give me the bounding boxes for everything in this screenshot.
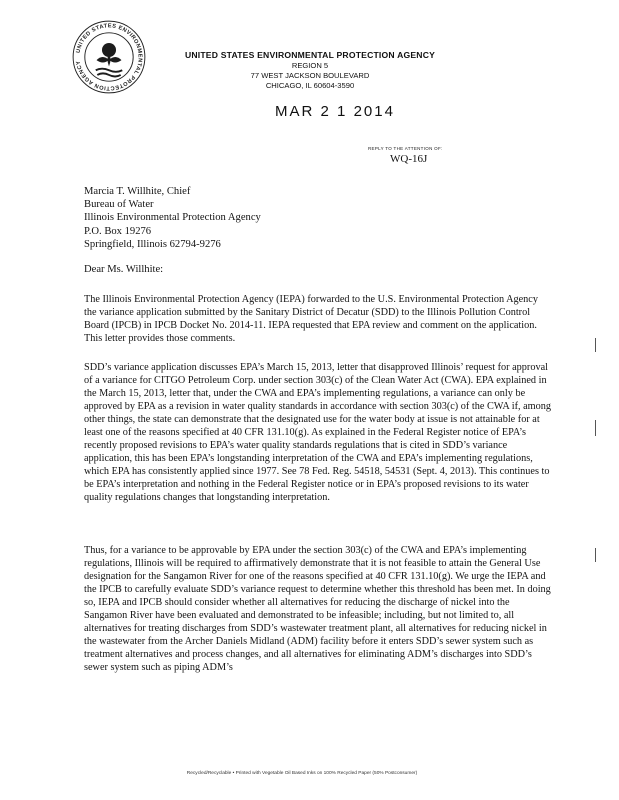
- body-paragraph: SDD’s variance application discusses EPA’s March 15, 2013, letter that disapproved Illinois’ request for approval of a variance for CITGO Petroleum Corp. under section 303(c) of the Clean Water Act (CWA). EPA explained in the March 15, 2013, letter that, under the CWA and EPA’s implementing regulations, a variance can only be approved by EPA as a revision in water quality standards in accordance with section 303(c) of the CWA if, among other things, the state can demonstrate that the designated use for the water body at issue is not attainable for at least one of the reasons specified at 40 CFR 131.10(g). As explained in the Federal Register notice of EPA’s recently proposed revisions to EPA’s water quality standards regulations that is cited in SDD’s variance application, this has been EPA’s longstanding interpretation of the CWA and EPA’s implementing regulations, which EPA has consistently applied since 1977. See 78 Fed. Reg. 54518, 54531 (Sept. 4, 2013). This continues to be EPA’s interpretation and nothing in the Federal Register notice or in EPA’s proposed revisions to its water quality regulations changes that longstanding interpretation.: [84, 362, 552, 503]
- svg-text:UNITED STATES ENVIRONMENTAL PR: UNITED STATES ENVIRONMENTAL PROTECTION AGENCY: [75, 23, 143, 91]
- margin-mark: [595, 420, 596, 436]
- date-stamp: MAR 2 1 2014: [275, 103, 395, 120]
- margin-mark: [595, 338, 596, 352]
- street-address: 77 WEST JACKSON BOULEVARD: [250, 71, 370, 80]
- city-address: CHICAGO, IL 60604-3590: [265, 81, 355, 90]
- letterhead: [160, 50, 460, 91]
- body-paragraph: The Illinois Environmental Protection Agency (IEPA) forwarded to the U.S. Environmental Protection Agency the variance application submitted by the Sanitary District of Decatur (SDD) to the Illinois Pollution Control Board (IPCB) in IPCB Docket No. 2014-11. IEPA requested that EPA review and comment on the application. This letter provides those comments.: [84, 294, 538, 344]
- reply-code: WQ-16J: [390, 153, 428, 165]
- epa-seal-icon: [70, 18, 148, 96]
- address-line: Springfield, Illinois 62794-9276: [84, 238, 221, 250]
- recycled-footer: Recycled/Recyclable • Printed with Vegetable Oil Based Inks on 100% Recycled Paper (50% Postconsumer): [186, 771, 418, 776]
- address-line: Marcia T. Willhite, Chief: [84, 186, 191, 197]
- reply-label: REPLY TO THE ATTENTION OF:: [368, 146, 443, 151]
- address-line: Illinois Environmental Protection Agency: [84, 212, 261, 224]
- body-paragraph: Thus, for a variance to be approvable by EPA under the section 303(c) of the CWA and EPA’s implementing regulations, Illinois will be required to affirmatively demonstrate that it is not feasible to attain the General Use designation for the Sangamon River for one of the reasons specified at 40 CFR 131.10(g). We urge the IEPA and the IPCB to carefully evaluate SDD’s variance request to determine whether this threshold has been met. In doing so, IEPA and IPCB should consider whether all alternatives for reducing the discharge of nickel into the Sangamon River have been evaluated and demonstrated to be infeasible; including, but not limited to, all alternatives for treating discharges from SDD’s wastewater treatment plant, all alternatives for reducing nickel in the wastewater from the Archer Daniels Midland (ADM) facility before it enters SDD’s sewer system such as treatment alternatives and process changes, and all alternatives for eliminating ADM’s discharges into SDD’s sewer system such as piping ADM’s: [84, 545, 551, 673]
- agency-name: UNITED STATES ENVIRONMENTAL PROTECTION AGENCY: [184, 50, 436, 60]
- region-label: REGION 5: [291, 61, 329, 70]
- margin-mark: [595, 548, 596, 562]
- salutation: Dear Ms. Willhite:: [84, 264, 164, 275]
- address-line: P.O. Box 19276: [84, 225, 152, 237]
- address-line: Bureau of Water: [84, 199, 154, 211]
- recipient-address: [84, 185, 261, 251]
